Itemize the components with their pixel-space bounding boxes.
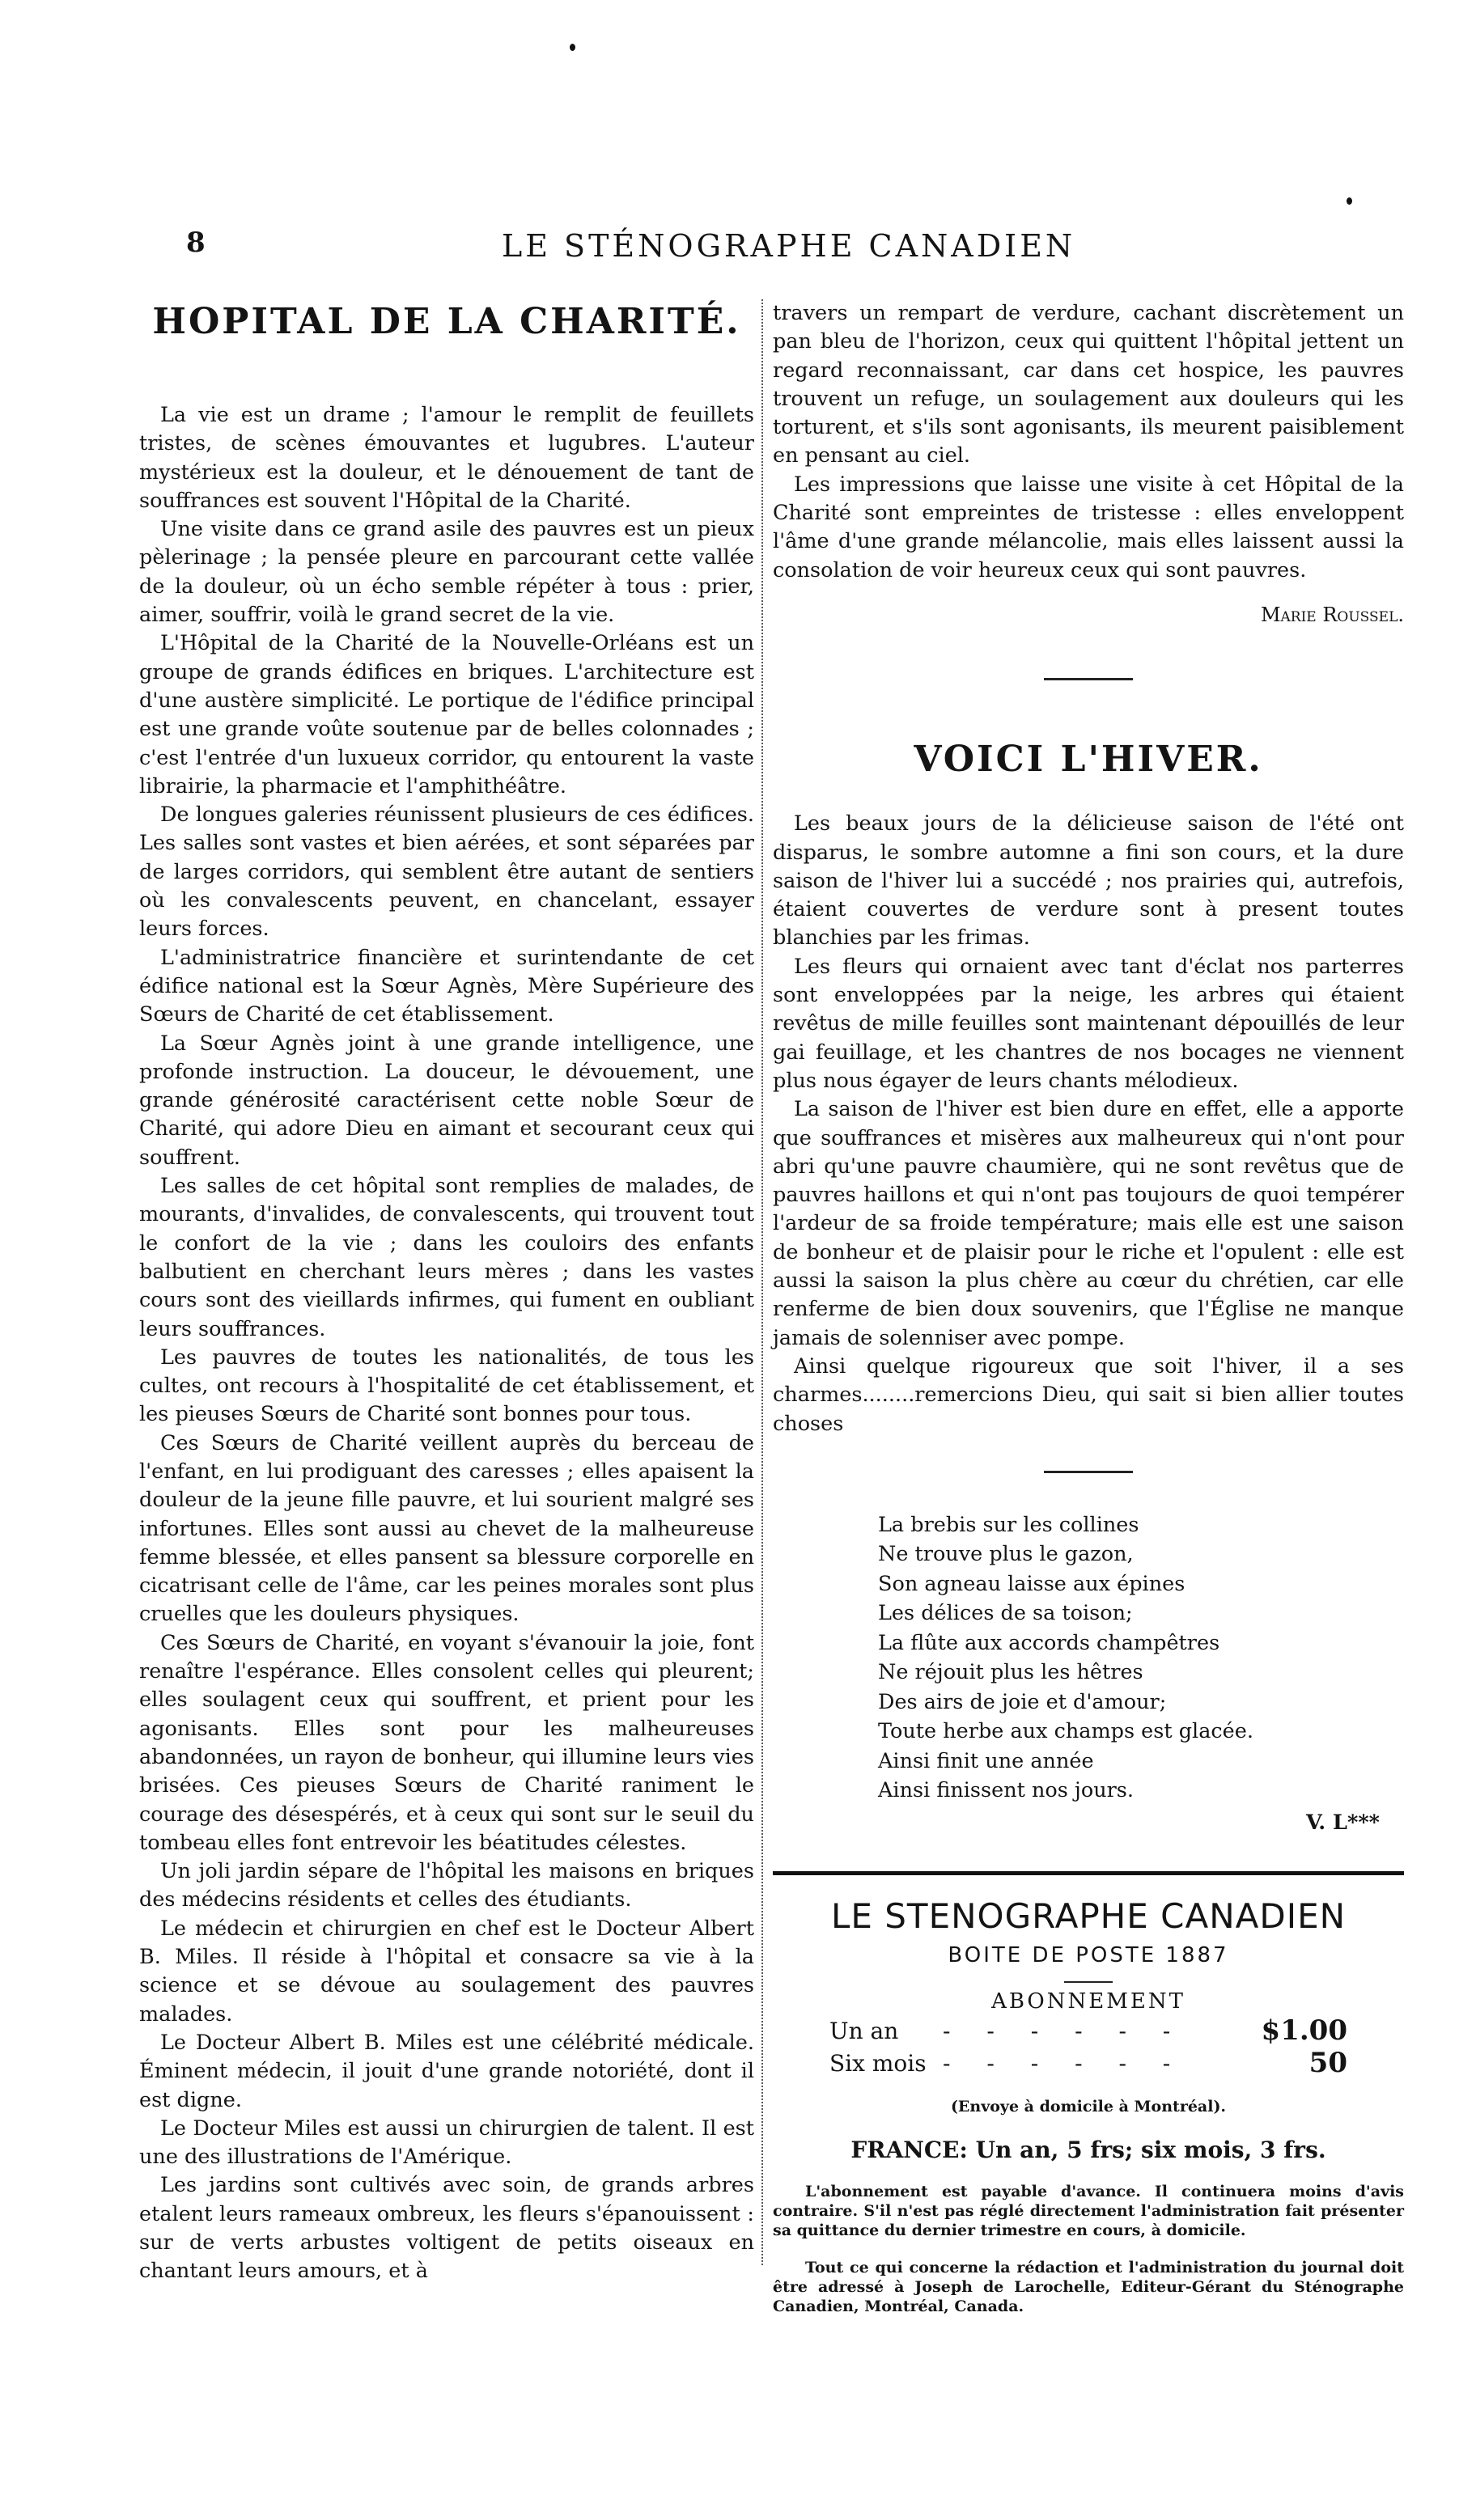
article-paragraph: Un joli jardin sépare de l'hôpital les maisons en briques des médecins résidents et celles des étudiants. xyxy=(139,1859,754,1912)
fine-print-paragraph: Tout ce qui concerne la rédaction et l'administration du journal doit être adressé à Joseph de Larochelle, Editeur-Gérant du Sténographe Canadien, Montréal, Canada. xyxy=(773,2259,1404,2316)
article-paragraph: La Sœur Agnès joint à une grande intelligence, une profonde instruction. La douceur, le dévouement, une grande générosité caractérisent cette noble Sœur de Charité, qui adore Dieu en aimant et secourant ceux qui souffrent. xyxy=(139,1031,754,1170)
fine-print xyxy=(773,2182,1404,2316)
article-paragraph: Ainsi quelque rigoureux que soit l'hiver, il a ses charmes........remercions Dieu, qui sait si bien allier toutes choses xyxy=(773,1353,1404,1436)
poem-line: Les délices de sa toison; xyxy=(878,1601,1133,1626)
poem-line: La flûte aux accords champêtres xyxy=(878,1630,1220,1655)
article-paragraph: L'Hôpital de la Charité de la Nouvelle-Orléans est un groupe de grands édifices en briques. L'architecture est d'une austère simplicité. Le portique de l'édifice principal est une grande voûte soutenue par de belles colonnades ; c'est l'entrée d'un luxueux corridor, qu entourent la vaste librairie, la pharmacie et l'amphithéâtre. xyxy=(139,631,754,798)
section-divider xyxy=(1044,1471,1133,1473)
price-leader: - - - - - - xyxy=(943,2017,1185,2044)
article-headline-hopital: HOPITAL DE LA CHARITÉ. xyxy=(152,301,741,342)
article-paragraph: Une visite dans ce grand asile des pauvres est un pieux pèlerinage ; la pensée pleure en parcourant cette vallée de la douleur, où un écho semble répéter à tous : prier, aimer, souffrir, voilà le grand secret de la vie. xyxy=(139,517,754,628)
article-paragraph: Le Docteur Albert B. Miles est une célébrité médicale. Éminent médecin, il jouit d'une grande notoriété, dont il est digne. xyxy=(139,2030,754,2112)
poem-line: Toute herbe aux champs est glacée. xyxy=(878,1719,1253,1744)
poem-signature: V. L*** xyxy=(1305,1810,1380,1835)
article-paragraph: Les fleurs qui ornaient avec tant d'éclat nos parterres sont enveloppées par la neige, les arbres qui étaient revêtus de mille feuilles sont maintenant dépouillés de leur gai feuillage, et les chantres de nos bocages ne viennent plus nous égayer de leurs chants mélodieux. xyxy=(773,954,1404,1093)
article-continuation: Les impressions que laisse une visite à cet Hôpital de la Charité sont empreintes de tristesse : elles enveloppent l'âme d'une grande mélancolie, mais elles laissent aussi la consolation de voir heureux ceux qui sont pauvres. xyxy=(773,472,1404,582)
article-paragraph: Les salles de cet hôpital sont remplies de malades, de mourants, d'invalides, de convalescents, qui trouvent tout le confort de la vie ; dans les couloirs des enfants balbutient en cherchant leurs mères ; dans les vastes cours sont des vieillards infirmes, qui fument en oubliant leurs souffrances. xyxy=(139,1174,754,1341)
delivery-note: (Envoye à domicile à Montréal). xyxy=(950,2097,1227,2116)
right-column xyxy=(773,299,1404,2334)
box-divider xyxy=(1064,1981,1113,1983)
poem-line: Son agneau laisse aux épines xyxy=(878,1571,1185,1596)
ink-speck xyxy=(1347,197,1352,205)
article-paragraph: Les beaux jours de la délicieuse saison de l'été ont disparus, le sombre automne a fini son cours, et la dure saison de l'hiver lui a succédé ; nos prairies qui, autrefois, étaient couvertes de verdure sont à present toutes blanchies par les frimas. xyxy=(773,811,1404,951)
article-paragraph: Ces Sœurs de Charité, en voyant s'évanouir la joie, font renaître l'espérance. Elles consolent celles qui pleurent; elles soulagent ceux qui souffrent, et prient pour les agonisants. Elles sont pour les malheureuses abandonnées, un rayon de bonheur, qui illumine leurs vies brisées. Ces pieuses Sœurs de Charité raniment le courage des désespérés, et à ceux qui sont sur le seuil du tombeau elles font entrevoir les béatitudes célestes. xyxy=(139,1630,754,1855)
article-paragraph: Le Docteur Miles est aussi un chirurgien de talent. Il est une des illustrations de l'Amérique. xyxy=(139,2116,754,2170)
poem-line: Ainsi finit une année xyxy=(878,1748,1094,1773)
price-label: Un an xyxy=(829,2017,899,2044)
price-label: Six mois xyxy=(829,2049,927,2077)
publication-title: LE STÉNOGRAPHE CANADIEN xyxy=(502,228,1076,264)
ink-speck xyxy=(570,44,575,51)
fine-print-paragraph: L'abonnement est payable d'avance. Il continuera moins d'avis contraire. S'il n'est pas réglé directement l'administration fait présenter sa quittance du dernier trimestre en cours, à domicile. xyxy=(773,2183,1404,2240)
left-column xyxy=(139,299,754,2286)
subscription-title: LE STENOGRAPHE CANADIEN xyxy=(830,1896,1347,1937)
poem-line: Ne réjouit plus les hêtres xyxy=(878,1660,1143,1685)
price-amount: $1.00 xyxy=(1261,2014,1347,2047)
running-head xyxy=(186,227,1400,275)
subscription-heading: ABONNEMENT xyxy=(991,1989,1185,2014)
poem-line: La brebis sur les collines xyxy=(878,1512,1139,1537)
article-paragraph: Le médecin et chirurgien en chef est le Docteur Albert B. Miles. Il réside à l'hôpital et consacre sa vie à la science et se dévoue au soulagement des pauvres malades. xyxy=(139,1916,754,2027)
section-divider xyxy=(1044,678,1133,680)
price-leader: - - - - - - xyxy=(943,2049,1185,2077)
po-box: BOITE DE POSTE 1887 xyxy=(948,1943,1229,1968)
page-number: 8 xyxy=(186,227,206,259)
article-paragraph: La saison de l'hiver est bien dure en effet, elle a apporte que souffrances et misères aux malheureux qui n'ont pour abri qu'une pauvre chaumière, qui ne sont revêtus que de pauvres haillons et qui n'ont pas toujours de quoi tempérer l'ardeur de sa froide température; mais elle est une saison de bonheur et de plaisir pour le riche et l'opulent : elle est aussi la saison la plus chère au cœur du chrétien, car elle renferme de bien doux souvenirs, que l'Église ne manque jamais de solenniser avec pompe. xyxy=(773,1097,1404,1350)
article-headline-hiver: VOICI L'HIVER. xyxy=(914,739,1263,781)
article-continuation: travers un rempart de verdure, cachant discrètement un pan bleu de l'horizon, ceux qui quittent l'hôpital jettent un regard reconnaissant, car dans cet hospice, les pauvres trouvent un refuge, un soulagement aux douleurs qui les torturent, et s'ils sont agonisants, ils meurent paisiblement en pensant au ciel. xyxy=(773,301,1404,468)
price-row xyxy=(773,2014,1404,2049)
poem xyxy=(878,1510,1404,1806)
article-paragraph: L'administratrice financière et surintendante de cet édifice national est la Sœur Agnès, Mère Supérieure des Sœurs de Charité de cet établissement. xyxy=(139,945,754,1027)
column-divider xyxy=(761,299,765,2265)
subscription-box xyxy=(773,1871,1404,2316)
article-paragraph: De longues galeries réunissent plusieurs de ces édifices. Les salles sont vastes et bien aérées, et sont séparées par de larges corridors, qui semblent être autant de sentiers où les convalescents peuvent, en chancelant, essayer leurs forces. xyxy=(139,803,754,942)
price-row xyxy=(773,2046,1404,2082)
poem-line: Des airs de joie et d'amour; xyxy=(878,1689,1167,1714)
france-rates: FRANCE: Un an, 5 frs; six mois, 3 frs. xyxy=(850,2136,1326,2163)
article-paragraph: Les pauvres de toutes les nationalités, de tous les cultes, ont recours à l'hospitalité de cet établissement, et les pieuses Sœurs de Charité sont bonnes pour tous. xyxy=(139,1345,754,1427)
article-paragraph: La vie est un drame ; l'amour le remplit de feuillets tristes, de scènes émouvantes et lugubres. L'auteur mystérieux est la douleur, et le dénouement de tant de souffrances est souvent l'Hôpital de la Charité. xyxy=(139,403,754,513)
poem-line: Ne trouve plus le gazon, xyxy=(878,1542,1134,1567)
article-paragraph: Ces Sœurs de Charité veillent auprès du berceau de l'enfant, en lui prodiguant des caresses ; elles apaisent la douleur de la jeune fille pauvre, et lui sourient malgré ses infortunes. Elles sont aussi au chevet de la malheureuse femme blessée, et elles pansent sa blessure corporelle en cicatrisant celle de l'âme, car les peines morales sont plus cruelles que les douleurs physiques. xyxy=(139,1430,754,1627)
author-signature: Marie Roussel. xyxy=(1260,603,1404,626)
price-amount: 50 xyxy=(1308,2046,1347,2079)
article-paragraph: Les jardins sont cultivés avec soin, de grands arbres etalent leurs rameaux ombreux, les fleurs s'épanouissent : sur de verts arbustes voltigent de petits oiseaux en chantant leurs amours, et à xyxy=(139,2173,754,2284)
poem-line: Ainsi finissent nos jours. xyxy=(878,1778,1134,1803)
